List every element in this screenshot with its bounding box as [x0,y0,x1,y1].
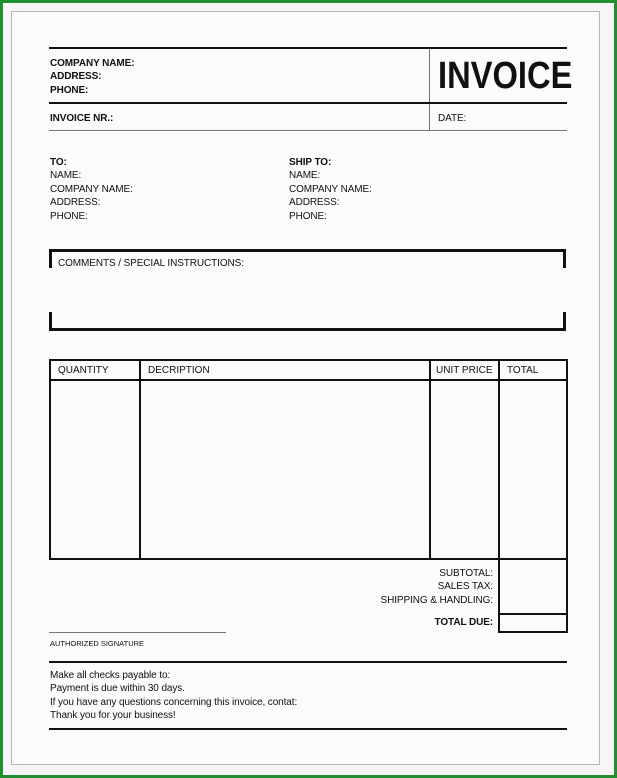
ship-to-company-label: COMPANY NAME: [289,184,372,195]
date-label: DATE: [438,113,467,124]
footer-line-thanks: Thank you for your business! [50,710,176,721]
footer-bottom-rule [49,728,567,730]
total-due-label: TOTAL DUE: [434,617,493,628]
to-name-label: NAME: [50,170,82,181]
to-company-label: COMPANY NAME: [50,184,133,195]
subtotal-label: SUBTOTAL: [439,568,493,579]
footer-line-contact: If you have any questions concerning this invoice, contat: [50,697,298,708]
footer-line-checks: Make all checks payable to: [50,670,171,681]
header-divider [429,49,430,131]
totals-separator-rule [498,613,568,615]
comments-top-left-tick [49,249,52,268]
items-col-divider-2 [429,359,431,560]
comments-top-right-tick [563,249,566,268]
company-name-label: COMPANY NAME: [50,58,135,69]
footer-top-rule [49,661,567,663]
items-table-header-rule [49,379,568,381]
ship-to-heading: SHIP TO: [289,157,332,168]
phone-label: PHONE: [50,85,89,96]
to-address-label: ADDRESS: [50,197,101,208]
header-mid-rule [49,102,567,104]
items-col-divider-3 [498,359,500,560]
shipping-handling-label: SHIPPING & HANDLING: [380,595,493,606]
signature-line [49,632,226,633]
to-heading: TO: [50,157,67,168]
comments-label: COMMENTS / SPECIAL INSTRUCTIONS: [58,258,244,269]
totals-left-rule [498,558,500,633]
column-header-description: DECRIPTION [148,365,210,376]
footer-line-payment-terms: Payment is due within 30 days. [50,683,185,694]
items-table [49,359,568,560]
to-phone-label: PHONE: [50,211,88,222]
ship-to-address-label: ADDRESS: [289,197,340,208]
totals-bottom-rule [498,631,568,633]
address-label: ADDRESS: [50,71,102,82]
sales-tax-label: SALES TAX: [437,581,493,592]
comments-top-rule [49,249,566,252]
totals-right-rule [566,558,568,633]
items-col-divider-1 [139,359,141,560]
invoice-title: INVOICE [438,55,573,97]
column-header-quantity: QUANTITY [58,365,109,376]
ship-to-phone-label: PHONE: [289,211,327,222]
ship-to-name-label: NAME: [289,170,321,181]
signature-label: AUTHORIZED SIGNATURE [50,639,145,648]
comments-bottom-rule [49,328,566,331]
header-top-rule [49,47,567,49]
invoice-number-label: INVOICE NR.: [50,113,114,124]
column-header-total: TOTAL [507,365,539,376]
header-bottom-rule [49,130,567,131]
column-header-unit-price: UNIT PRICE [436,365,493,376]
